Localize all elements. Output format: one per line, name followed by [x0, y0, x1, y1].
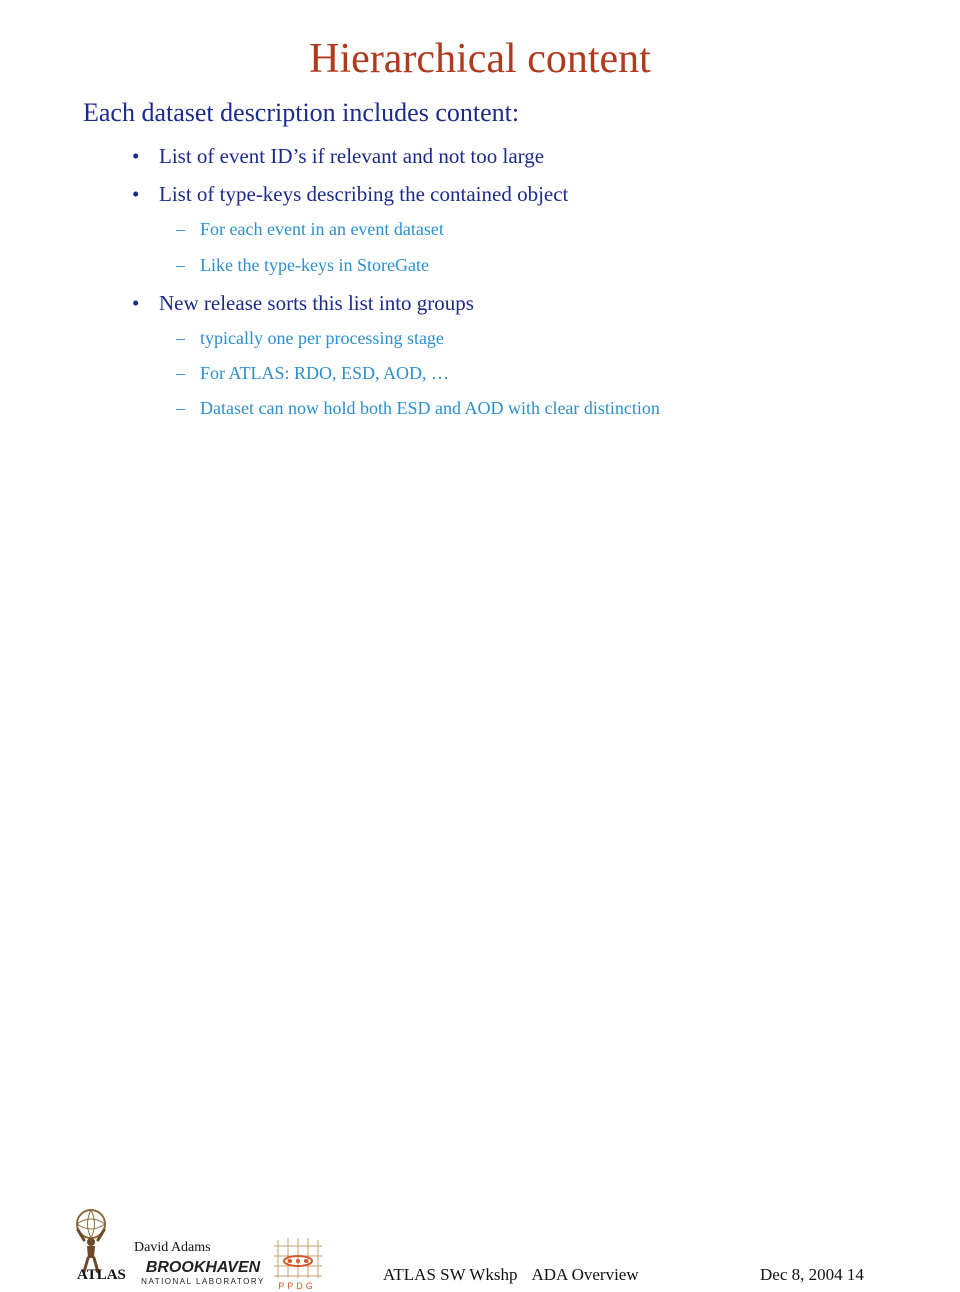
bullet-text: List of type-keys describing the contained object [159, 182, 569, 206]
bullet-text: New release sorts this list into groups [159, 291, 474, 315]
author-name: David Adams [134, 1240, 211, 1255]
sub-bullet-text: Dataset can now hold both ESD and AOD with clear distinction [200, 398, 660, 418]
slide-footer [0, 600, 960, 1291]
bullet-marker: • [132, 291, 140, 315]
dash-marker: – [176, 255, 185, 275]
brookhaven-logo-icon [136, 1255, 270, 1287]
atlas-figure-logo-icon [66, 1206, 116, 1276]
atlas-label: ATLAS [77, 1267, 126, 1283]
dash-marker: – [176, 398, 185, 418]
slide-title: Hierarchical content [309, 36, 651, 82]
intro-text: Each dataset description includes content: [83, 98, 520, 127]
bullet-text: List of event ID’s if relevant and not too large [159, 144, 545, 168]
footer-talk-title: ADA Overview [531, 1265, 639, 1284]
bnl-logo-subtitle: NATIONAL LABORATORY [141, 1277, 265, 1286]
bnl-logo-title: BROOKHAVEN [145, 1259, 261, 1276]
sub-bullet-text: For each event in an event dataset [200, 219, 444, 239]
sub-bullet-text: Like the type-keys in StoreGate [200, 255, 429, 275]
dash-marker: – [176, 363, 185, 383]
sub-bullet-text: For ATLAS: RDO, ESD, AOD, … [200, 363, 450, 383]
bullet-marker: • [132, 144, 140, 168]
footer-date-page: Dec 8, 2004 14 [760, 1265, 864, 1284]
sub-bullet-text: typically one per processing stage [200, 328, 444, 348]
dash-marker: – [176, 328, 185, 348]
slide-body [0, 0, 960, 600]
footer-center [383, 1265, 639, 1285]
footer-event: ATLAS SW Wkshp [383, 1265, 518, 1284]
bullet-marker: • [132, 182, 140, 206]
dash-marker: – [176, 219, 185, 239]
ppdg-logo-text: PPDG [278, 1281, 316, 1291]
ppdg-logo-icon [270, 1234, 324, 1292]
